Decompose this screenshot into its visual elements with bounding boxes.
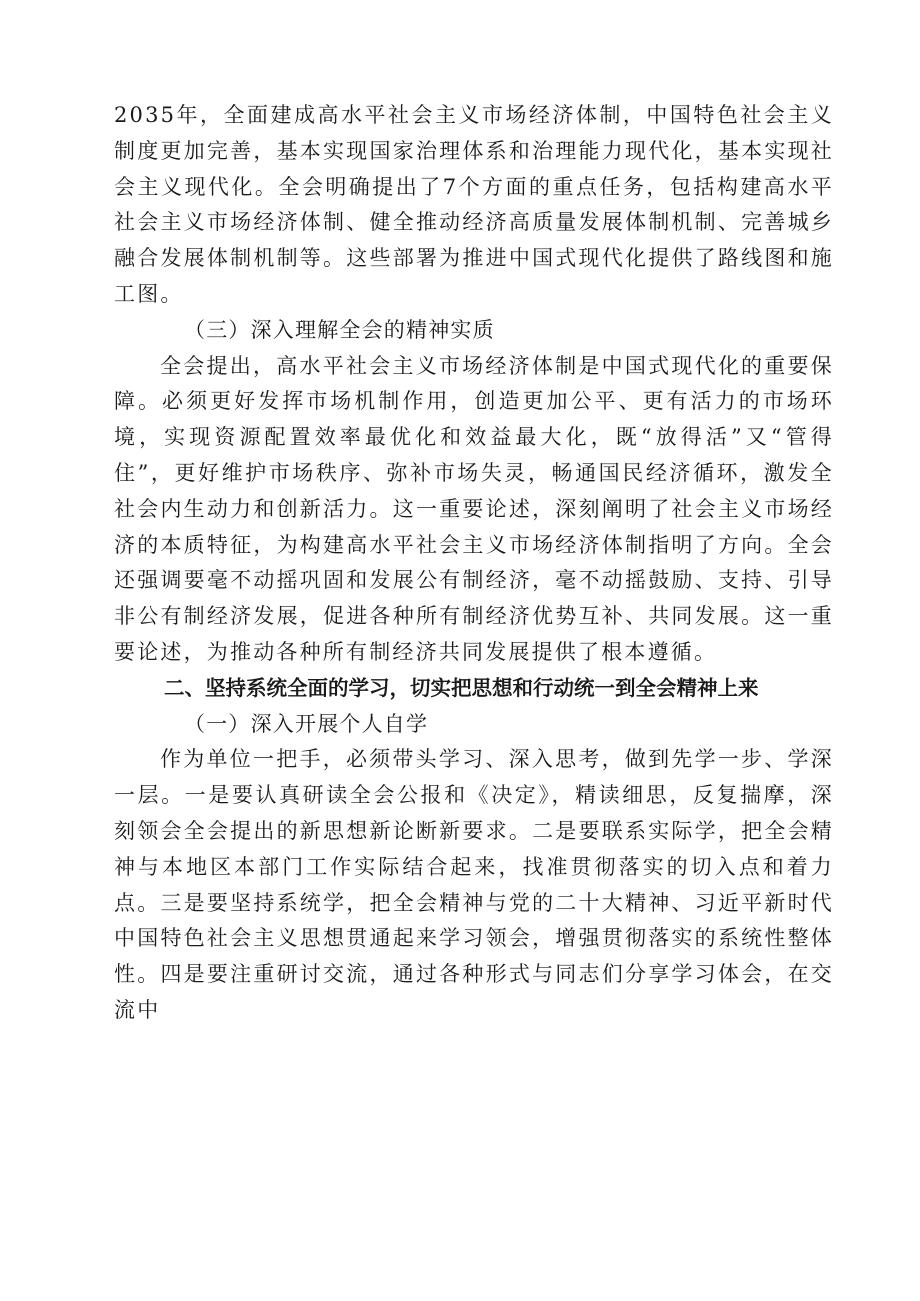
section-heading-two: 二、坚持系统全面的学习，切实把思想和行动统一到全会精神上来 — [164, 675, 759, 700]
subheading-understand-spirit: （三）深入理解全会的精神实质 — [184, 317, 495, 342]
paragraph-continued: 2035年，全面建成高水平社会主义市场经济体制，中国特色社会主义制度更加完善，基本实现国家治理体系和治理能力现代化，基本实现社会主义现代化。全会明确提出了7个方面的重点任务，包括构建高水平社会主义市场经济体制、健全推动经济高质量发展体制机制、完善城乡融合发展体制机制等。这些部署为推进中国式现代化提供了路线图和施工图。 — [114, 103, 834, 306]
document-body — [114, 98, 834, 1029]
paragraph-self-study: 作为单位一把手，必须带头学习、深入思考，做到先学一步、学深一层。一是要认真研读全会公报和《决定》，精读细思，反复揣摩，深刻领会全会提出的新思想新论断新要求。二是要联系实际学，把全会精神与本地区本部门工作实际结合起来，找准贯彻落实的切入点和着力点。三是要坚持系统学，把全会精神与党的二十大精神、习近平新时代中国特色社会主义思想贯通起来学习领会，增强贯彻落实的系统性整体性。四是要注重研讨交流，通过各种形式与同志们分享学习体会，在交流中 — [114, 747, 834, 1022]
subheading-self-study: （一）深入开展个人自学 — [184, 711, 429, 736]
paragraph-spirit-essence: 全会提出，高水平社会主义市场经济体制是中国式现代化的重要保障。必须更好发挥市场机制作用，创造更加公平、更有活力的市场环境，实现资源配置效率最优化和效益最大化，既“放得活”又“管得住”，更好维护市场秩序、弥补市场失灵，畅通国民经济循环，激发全社会内生动力和创新活力。这一重要论述，深刻阐明了社会主义市场经济的本质特征，为构建高水平社会主义市场经济体制指明了方向。全会还强调要毫不动摇巩固和发展公有制经济，毫不动摇鼓励、支持、引导非公有制经济发展，促进各种所有制经济优势互补、共同发展。这一重要论述，为推动各种所有制经济共同发展提供了根本遵循。 — [114, 353, 834, 664]
